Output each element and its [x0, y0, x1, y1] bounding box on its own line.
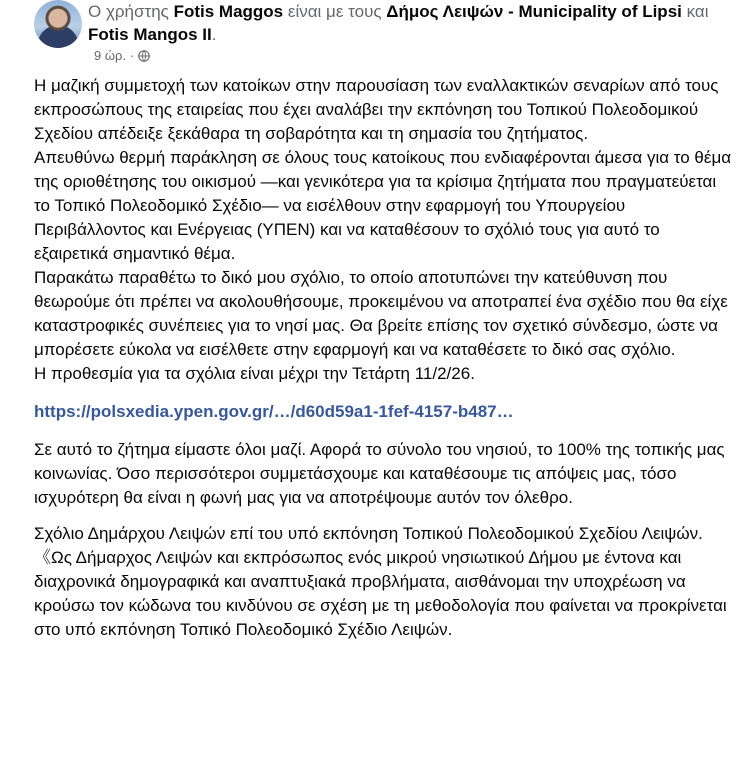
attribution-suffix: . — [211, 25, 217, 44]
globe-icon[interactable] — [138, 50, 150, 62]
comment-title: Σχόλιο Δημάρχου Λειψών επί του υπό εκπόνηση Τοπικού Πολεοδομικού Σχεδίου Λειψών. — [34, 524, 703, 543]
post-header — [34, 0, 734, 72]
post-paragraph-together: Σε αυτό το ζήτημα είμαστε όλοι μαζί. Αφορά το σύνολο του νησιού, το 100% της τοπικής μας κοινωνίας. Όσο περισσότεροι συμμετάσχουμε και καταθέσουμε τις απόψεις μας, τόσο ισχυρότερη θα είναι η φωνή μας για να αποτρέψουμε αυτόν τον όλεθρο. — [34, 440, 730, 507]
spacer — [34, 510, 734, 522]
spacer — [34, 424, 734, 438]
consultation-link[interactable]: https://polsxedia.ypen.gov.gr/…/d60d59a1-1fef-4157-b487… — [34, 402, 514, 421]
comment-body: 《Ως Δήμαρχος Λειψών και εκπρόσωπος ενός μικρού νησιωτικού Δήμου με έντονα και διαχρονικά δημογραφικά και αναπτυξιακά προβλήματα, αισθάνομαι την υποχρέωση να κρούσω τον κώδωνα του κινδύνου σε σχέση με τη μεθοδολογία που φαίνεται να προκρίνεται στο υπό εκπόνηση Τοπικό Πολεοδομικό Σχέδιο Λειψών. — [34, 548, 732, 639]
post-meta — [94, 48, 150, 63]
post-paragraph: Παρακάτω παραθέτω το δικό μου σχόλιο, το οποίο αποτυπώνει την κατεύθυνση που θεωρούμε ότι πρέπει να ακολουθήσουμε, προκειμένου να αποτραπεί ένα σχέδιο που θα είχε καταστροφικές συνέπειες για το νησί μας. Θα βρείτε επίσης τον σχετικό σύνδεσμο, ώστε να μπορέσετε εύκολα να εισέλθετε στην εφαρμογή και να καταθέσετε το δικό σας σχόλιο. — [34, 268, 733, 359]
post-paragraph: Η προθεσμία για τα σχόλια είναι μέχρι την Τετάρτη 11/2/26. — [34, 364, 475, 383]
tagged-user-link[interactable]: Fotis Mangos II — [88, 25, 212, 44]
post-attribution — [88, 0, 738, 46]
post-paragraph: Απευθύνω θερμή παράκληση σε όλους τους κατοίκους που ενδιαφέρονται άμεσα για το θέμα της οριοθέτησης του οικισμού —και γενικότερα για τα κρίσιμα ζητήματα που πραγματεύεται το Τοπικό Πολεοδομικό Σχέδιο— να εισέλθουν στην εφαρμογή του Υπουργείου Περιβάλλοντος και Ενέργειας (ΥΠΕΝ) και να καταθέσουν το σχόλιό τους για αυτό το εξαιρετικά σημαντικό θέμα. — [34, 148, 736, 263]
post-paragraph: Η μαζική συμμετοχή των κατοίκων στην παρουσίαση των εναλλακτικών σεναρίων από τους εκπροσώπους της εταιρείας που έχει αναλάβει την εκπόνηση του Τοπικού Πολεοδομικού Σχεδίου απέδειξε ξεκάθαρα τη σοβαρότητα και τη σημασία του ζητήματος. — [34, 76, 724, 143]
attribution-prefix: Ο χρήστης — [88, 2, 174, 21]
tagged-page-link[interactable]: Δήμος Λειψών - Municipality of Lipsi — [386, 2, 682, 21]
author-avatar[interactable] — [34, 0, 82, 48]
post-body — [34, 74, 734, 642]
post-timestamp[interactable]: 9 ώρ. — [94, 48, 126, 63]
spacer — [34, 386, 734, 396]
meta-separator: · — [130, 48, 135, 63]
author-name-link[interactable]: Fotis Maggos — [173, 2, 284, 21]
attribution-with: είναι με τους — [283, 2, 387, 21]
attribution-and: και — [681, 2, 709, 21]
